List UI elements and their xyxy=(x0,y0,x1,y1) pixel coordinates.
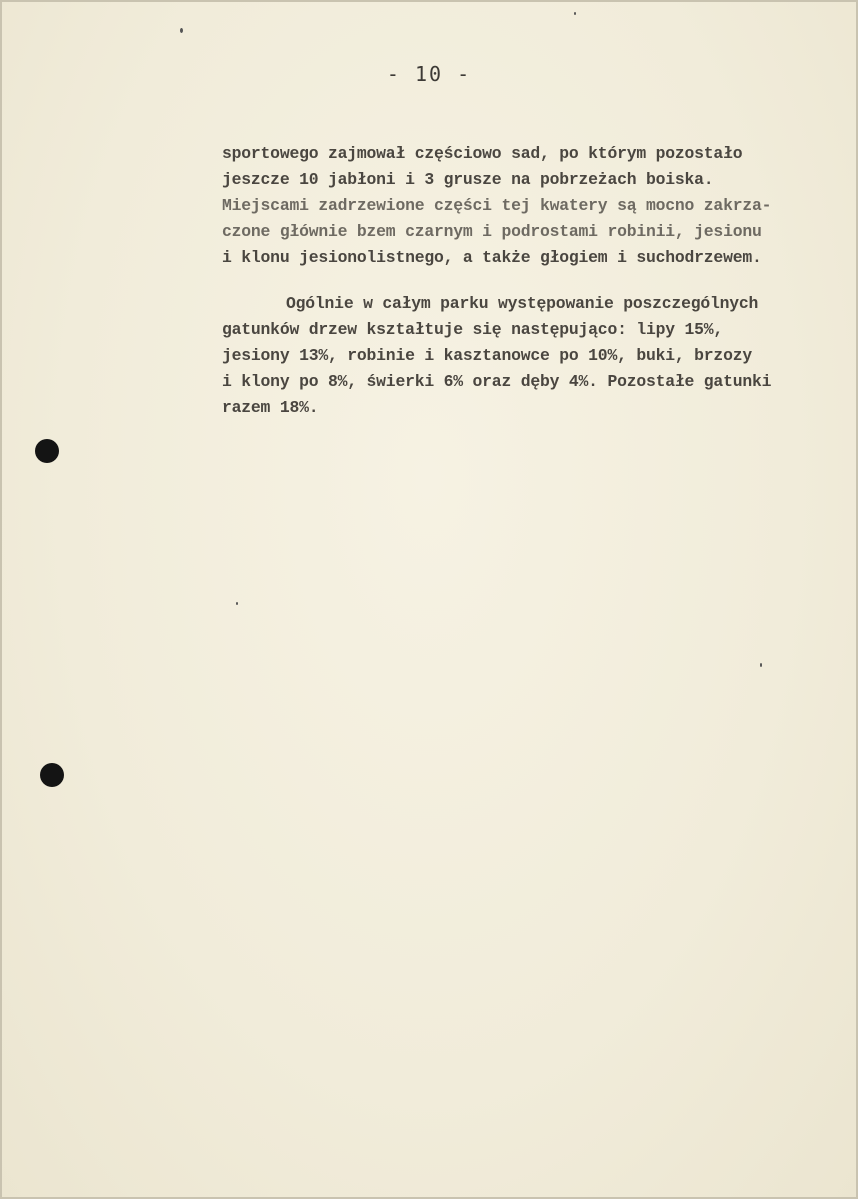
text-line: Ogólnie w całym parku występowanie poszczególnych xyxy=(286,294,759,313)
punch-hole xyxy=(40,763,64,787)
text-line: i klony po 8%, świerki 6% oraz dęby 4%. Pozostałe gatunki xyxy=(222,372,772,391)
text-line: jeszcze 10 jabłoni i 3 grusze na pobrzeżach boiska. xyxy=(222,170,714,189)
page-number: - 10 - xyxy=(386,62,472,86)
text-line: razem 18%. xyxy=(222,398,319,417)
text-line: czone głównie bzem czarnym i podrostami robinii, jesionu xyxy=(222,222,762,241)
text-line: Miejscami zadrzewione części tej kwatery są mocno zakrza- xyxy=(222,196,772,215)
paper-speck xyxy=(760,663,762,667)
paragraph-1 xyxy=(222,141,832,271)
text-line: sportowego zajmował częściowo sad, po którym pozostało xyxy=(222,144,743,163)
text-line: gatunków drzew kształtuje się następująco: lipy 15%, xyxy=(222,320,724,339)
paper-speck xyxy=(180,28,183,33)
text-line: jesiony 13%, robinie i kasztanowce po 10%, buki, brzozy xyxy=(222,346,752,365)
body-text xyxy=(222,141,832,421)
text-line: i klonu jesionolistnego, a także głogiem i suchodrzewem. xyxy=(222,248,762,267)
paper-speck xyxy=(574,12,576,15)
punch-hole xyxy=(35,439,59,463)
paper-speck xyxy=(236,602,238,605)
paragraph-gap xyxy=(222,271,832,291)
paragraph-2 xyxy=(222,291,832,421)
